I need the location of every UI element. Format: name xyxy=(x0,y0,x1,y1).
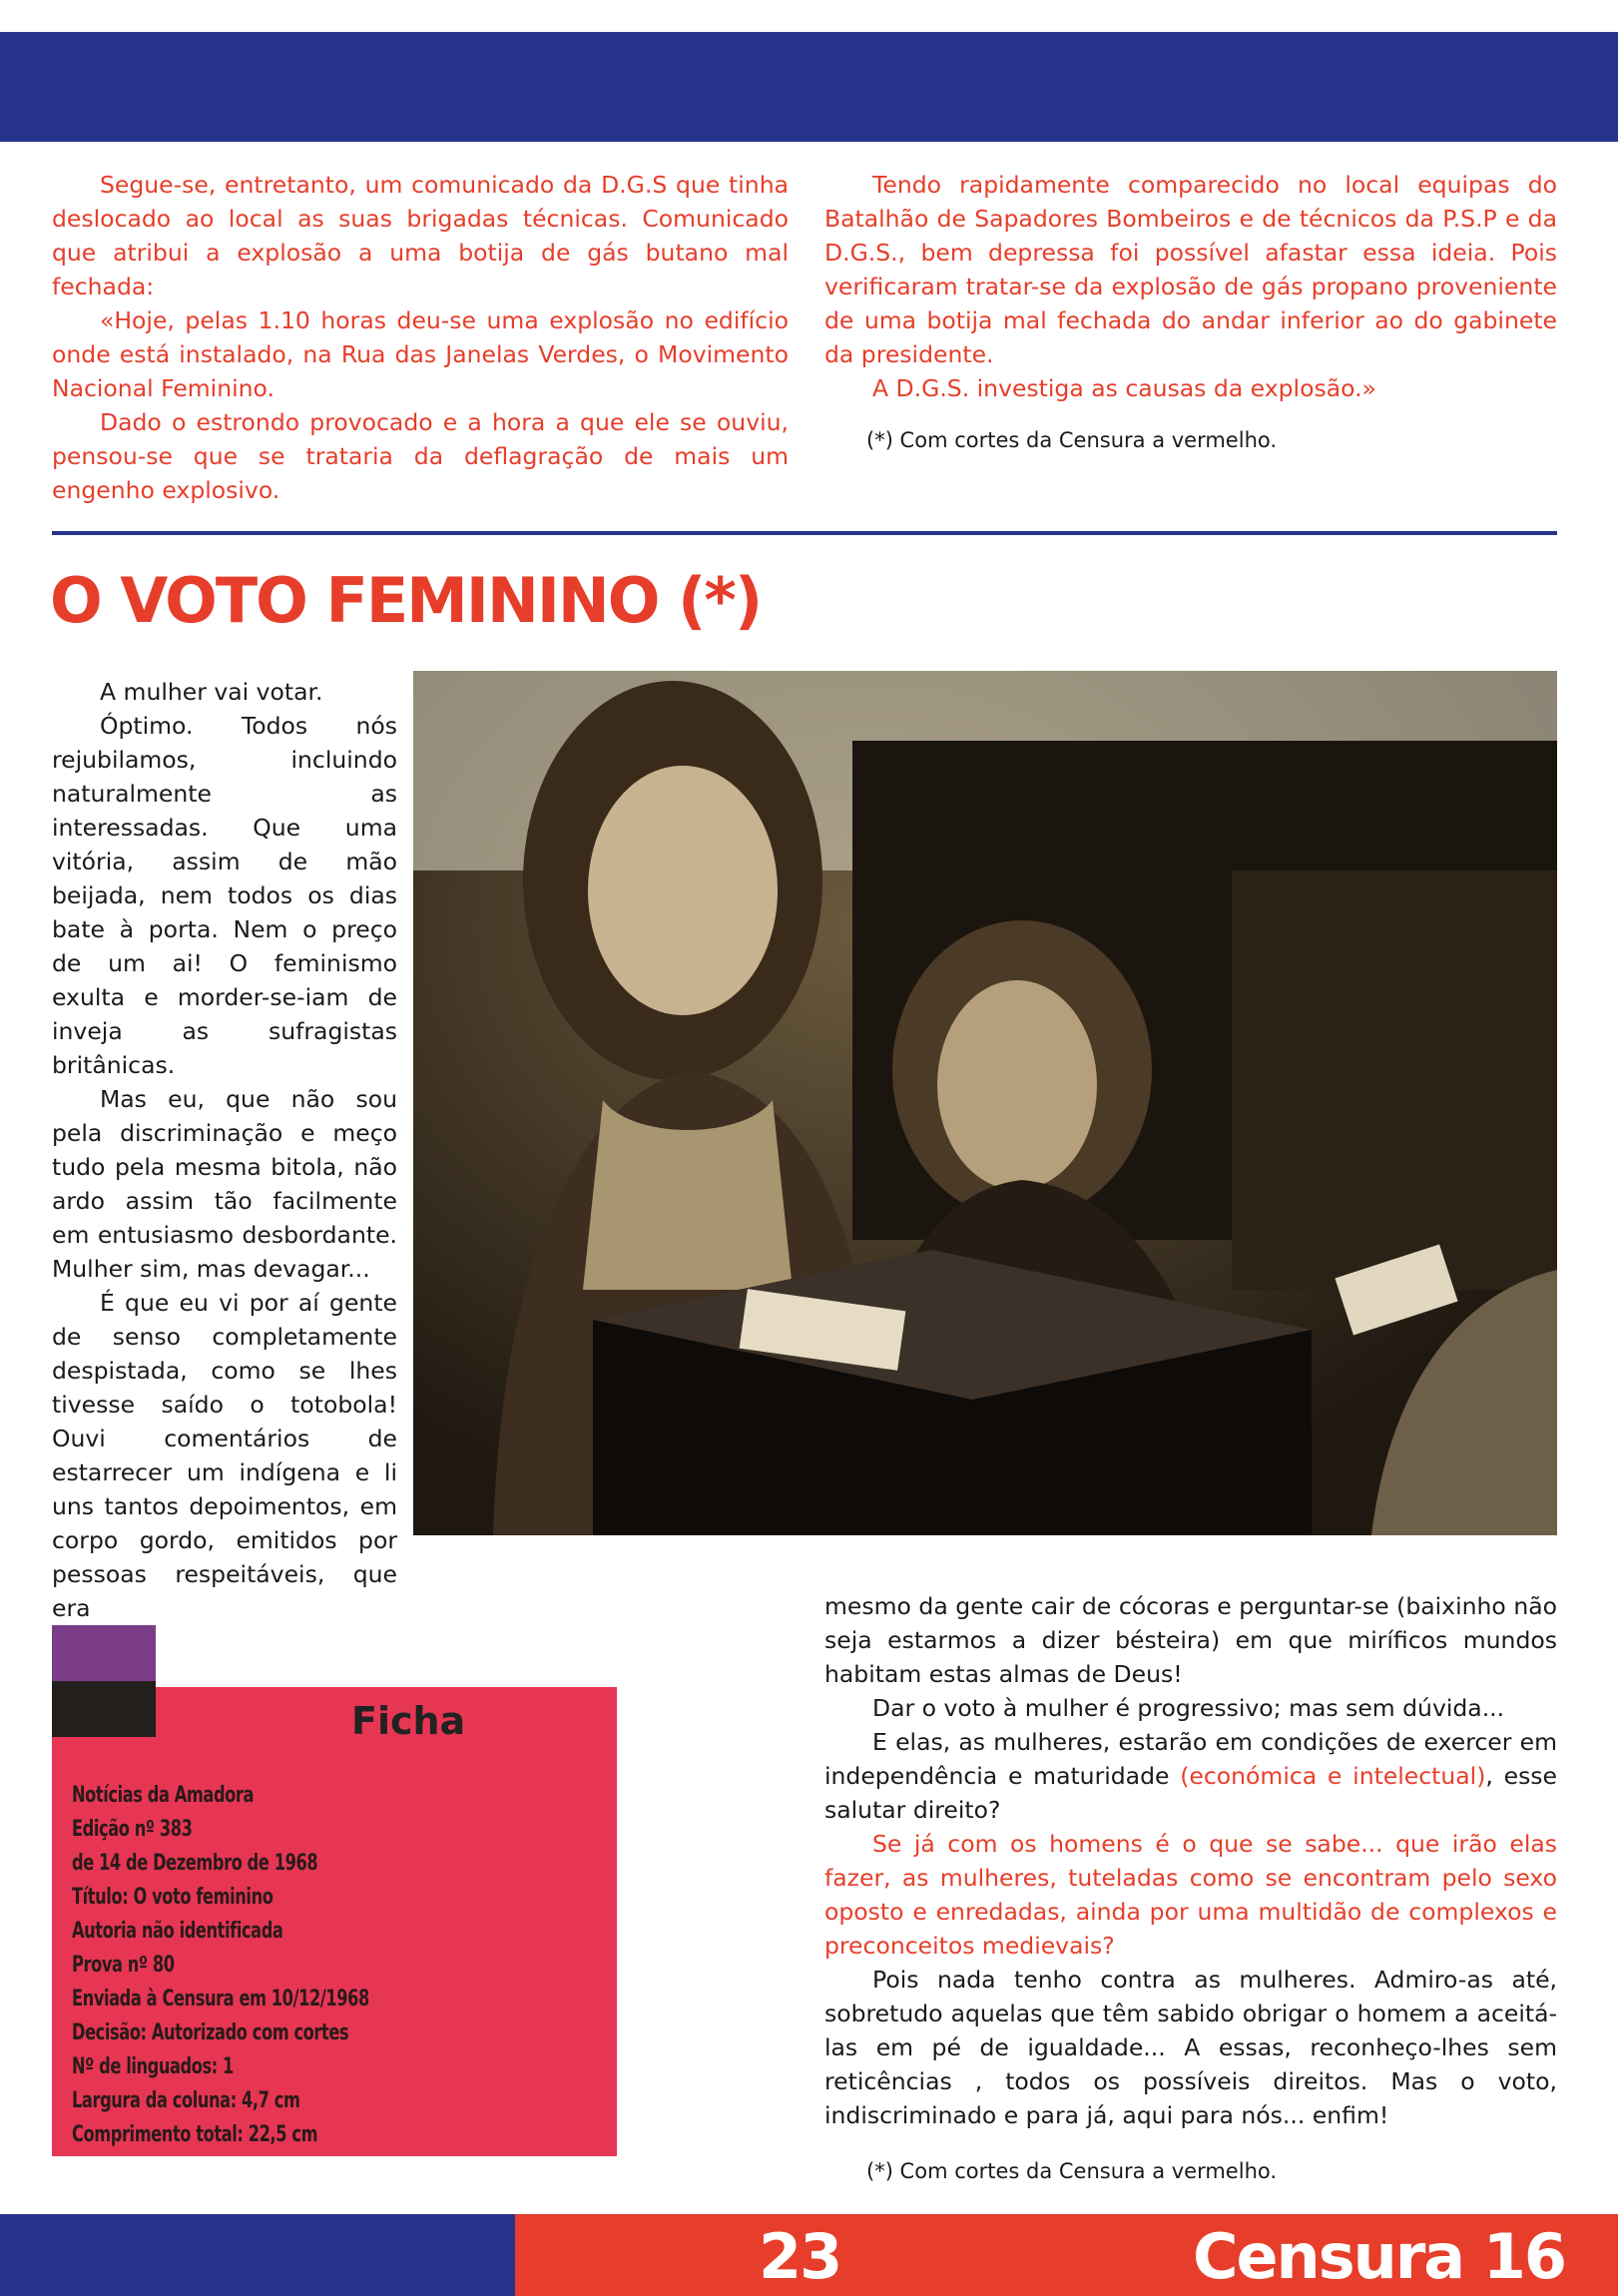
article-paragraph-4: É que eu vi por aí gente de senso completamente despistada, como se lhes tivesse saído o totobola! Ouvi comentários de estarrecer um indígena e li uns tantos depoimentos, em corpo gordo, emitidos por pessoas respeitáveis, que era xyxy=(52,1289,397,1622)
top-left-column xyxy=(52,168,789,507)
top-right-column xyxy=(824,168,1557,457)
article-paragraph-6: Dar o voto à mulher é progressivo; mas sem dúvida... xyxy=(872,1694,1505,1722)
ficha-line: Autoria não identificada xyxy=(72,1919,283,1944)
ficha-line: Título: O voto feminino xyxy=(72,1885,273,1910)
ficha-title: Ficha xyxy=(351,1699,466,1743)
magazine-name: Censura 16 xyxy=(1193,2220,1566,2293)
article-paragraph-5: mesmo da gente cair de cócoras e perguntar-se (baixinho não seja estarmos a dizer bésteira) em que miríficos mundos habitam estas almas de Deus! xyxy=(824,1592,1557,1688)
section-divider xyxy=(52,531,1557,535)
ficha-tab-purple xyxy=(52,1625,156,1681)
censored-paragraph: Se já com os homens é o que se sabe... que irão elas fazer, as mulheres, tuteladas como se encontram pelo sexo oposto e enredadas, ainda por uma multidão de complexos e preconceitos medievais? xyxy=(824,1830,1557,1960)
article-paragraph-7-start: E elas, as mulheres, estarão em condições de exercer em independência e maturidade xyxy=(824,1728,1557,1790)
article-paragraph-9: Pois nada tenho contra as mulheres. Admiro-as até, sobretudo aquelas que têm sabido obrigar o homem a aceitá-las em pé de igualdade... A essas, reconheço-lhes sem reticências , todos os possíveis direitos. Mas o voto, indiscriminado e para já, aqui para nós... enfim! xyxy=(824,1966,1557,2129)
header-band xyxy=(0,32,1618,142)
top-right-paragraph-1: Tendo rapidamente comparecido no local equipas do Batalhão de Sapadores Bombeiros e de técnicos da P.S.P e da D.G.S., bem depressa foi possível afastar essa ideia. Pois verificaram tratar-se da explosão de gás propano proveniente de uma botija mal fechada do andar inferior ao do gabinete da presidente. xyxy=(824,171,1557,368)
page-number: 23 xyxy=(759,2220,841,2293)
ficha-line: de 14 de Dezembro de 1968 xyxy=(72,1851,318,1876)
ficha-line: Comprimento total: 22,5 cm xyxy=(72,2122,318,2147)
article-paragraph-2: Óptimo. Todos nós rejubilamos, incluindo naturalmente as interessadas. Que uma vitória, assim de mão beijada, nem todos os dias bate à porta. Nem o preço de um ai! O feminismo exulta e morder-se-iam de inveja as sufragistas britânicas. xyxy=(52,712,397,1079)
article-censorship-note: (*) Com cortes da Censura a vermelho. xyxy=(866,2159,1278,2183)
voting-photo-illustration xyxy=(413,671,1557,1535)
ficha-tab-black xyxy=(52,1681,156,1737)
article-left-column xyxy=(52,675,397,1625)
top-right-paragraph-2: A D.G.S. investiga as causas da explosão.» xyxy=(872,374,1376,402)
article-paragraph-7 xyxy=(824,1725,1557,1827)
ficha-line: Edição nº 383 xyxy=(72,1817,193,1842)
ficha-line: Largura da coluna: 4,7 cm xyxy=(72,2088,300,2113)
top-left-paragraph-2: «Hoje, pelas 1.10 horas deu-se uma explosão no edifício onde está instalado, na Rua das Janelas Verdes, o Movimento Nacional Feminino. xyxy=(52,306,789,402)
top-left-paragraph-3: Dado o estrondo provocado e a hora a que ele se ouviu, pensou-se que se trataria da deflagração de mais um engenho explosivo. xyxy=(52,408,789,504)
ficha-line: Decisão: Autorizado com cortes xyxy=(72,2020,349,2045)
article-paragraph-7-end: , esse salutar direito? xyxy=(824,1762,1558,1824)
ficha-line: Notícias da Amadora xyxy=(72,1783,255,1808)
ficha-line: Enviada à Censura em 10/12/1968 xyxy=(72,1987,369,2011)
top-right-censorship-note: (*) Com cortes da Censura a vermelho. xyxy=(866,428,1278,452)
ficha-card xyxy=(52,1687,617,2156)
top-left-paragraph-1: Segue-se, entretanto, um comunicado da D.G.S que tinha deslocado ao local as suas brigadas técnicas. Comunicado que atribui a explosão a uma botija de gás butano mal fechada: xyxy=(52,171,789,300)
article-paragraph-3: Mas eu, que não sou pela discriminação e meço tudo pela mesma bitola, não ardo assim tão facilmente em entusiasmo desbordante. Mulher sim, mas devagar... xyxy=(52,1085,397,1283)
article-headline: O VOTO FEMININO (*) xyxy=(50,564,762,637)
censored-phrase: (económica e intelectual) xyxy=(1180,1762,1486,1790)
ficha-line: Nº de linguados: 1 xyxy=(72,2054,234,2079)
footer-band-blue xyxy=(0,2214,515,2296)
article-paragraph-1: A mulher vai votar. xyxy=(100,678,323,706)
ficha-line: Prova nº 80 xyxy=(72,1953,175,1978)
article-right-column xyxy=(824,1589,1557,2188)
ficha-details xyxy=(72,1779,434,2152)
voting-photo xyxy=(413,671,1557,1535)
